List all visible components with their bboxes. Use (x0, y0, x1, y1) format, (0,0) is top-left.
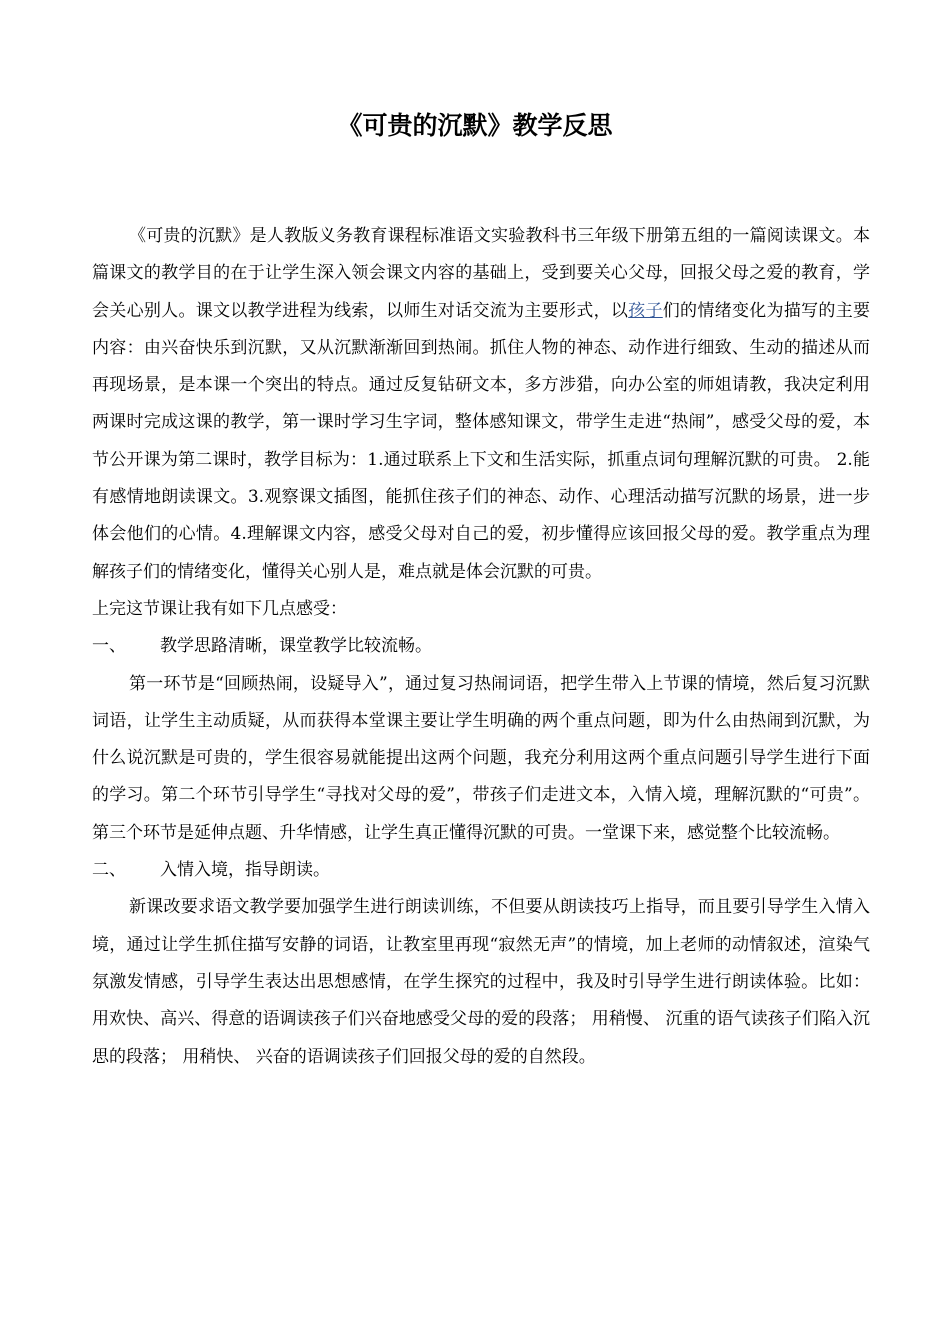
section-body-2: 新课改要求语文教学要加强学生进行朗读训练，不但要从朗读技巧上指导，而且要引导学生入情入境，通过让学生抓住描写安静的词语，让教室里再现“寂然无声”的情境，加上老师的动情叙述，渲染气氛激发情感，引导学生表达出思想感情，在学生探究的过程中，我及时引导学生进行朗读体验。比如：用欢快、高兴、得意的语调读孩子们兴奋地感受父母的爱的段落； 用稍慢、 沉重的语气读孩子们陷入沉思的段落； 用稍快、 兴奋的语调读孩子们回报父母的爱的自然段。 (92, 897, 870, 1067)
lead-line: 上完这节课让我有如下几点感受： (92, 598, 347, 619)
section-heading-text-2: 入情入境，指导朗读。 (160, 860, 330, 881)
section-heading-1 (92, 628, 870, 665)
section-body-1: 第一环节是“回顾热闹，设疑导入”，通过复习热闹词语，把学生带入上节课的情境，然后复习沉默词语，让学生主动质疑，从而获得本堂课主要让学生明确的两个重点问题，即为什么由热闹到沉默，为什么说沉默是可贵的，学生很容易就能提出这两个问题，我充分利用这两个重点问题引导学生进行下面的学习。第二个环节引导学生“寻找对父母的爱”，带孩子们走进文本，入情入境，理解沉默的“可贵”。第三个环节是延伸点题、升华情感，让学生真正懂得沉默的可贵。一堂课下来，感觉整个比较流畅。 (92, 673, 870, 843)
intro-text-part1: 《可贵的沉默》是人教版义务教育课程标准语文实验教科书三年级下册第五组的一篇阅读课文。本篇课文的教学目的在于让学生深入领会课文内容的基础上，受到要关心父母，回报父母之爱的教育，学会关心别人。课文以教学进程为线索，以师生对话交流为主要形式，以 (92, 226, 870, 321)
document-title: 《可贵的沉默》教学反思 (337, 111, 613, 140)
section-number-1: 一、 (92, 636, 126, 657)
intro-paragraph (92, 218, 870, 591)
section-heading-text-1: 教学思路清晰，课堂教学比较流畅。 (160, 636, 432, 657)
section-heading-2 (92, 852, 870, 889)
section-number-2: 二、 (92, 860, 126, 881)
document-body (92, 218, 870, 1076)
intro-text-part2: 们的情绪变化为描写的主要内容：由兴奋快乐到沉默，又从沉默渐渐回到热闹。抓住人物的神态、动作进行细致、生动的描述从而再现场景，是本课一个突出的特点。通过反复钻研文本，多方涉猎，向办公室的师姐请教，我决定利用两课时完成这课的教学，第一课时学习生字词，整体感知课文，带学生走进“热闹”，感受父母的爱，本节公开课为第二课时，教学目标为：1.通过联系上下文和生活实际，抓重点词句理解沉默的可贵。 2.能有感情地朗读课文。3.观察课文插图，能抓住孩子们的神态、动作、心理活动描写沉默的场景，进一步体会他们的心情。4.理解课文内容，感受父母对自己的爱，初步懂得应该回报父母的爱。教学重点为理解孩子们的情绪变化，懂得关心别人是，难点就是体会沉默的可贵。 (92, 300, 871, 582)
child-link[interactable]: 孩子 (628, 300, 663, 321)
